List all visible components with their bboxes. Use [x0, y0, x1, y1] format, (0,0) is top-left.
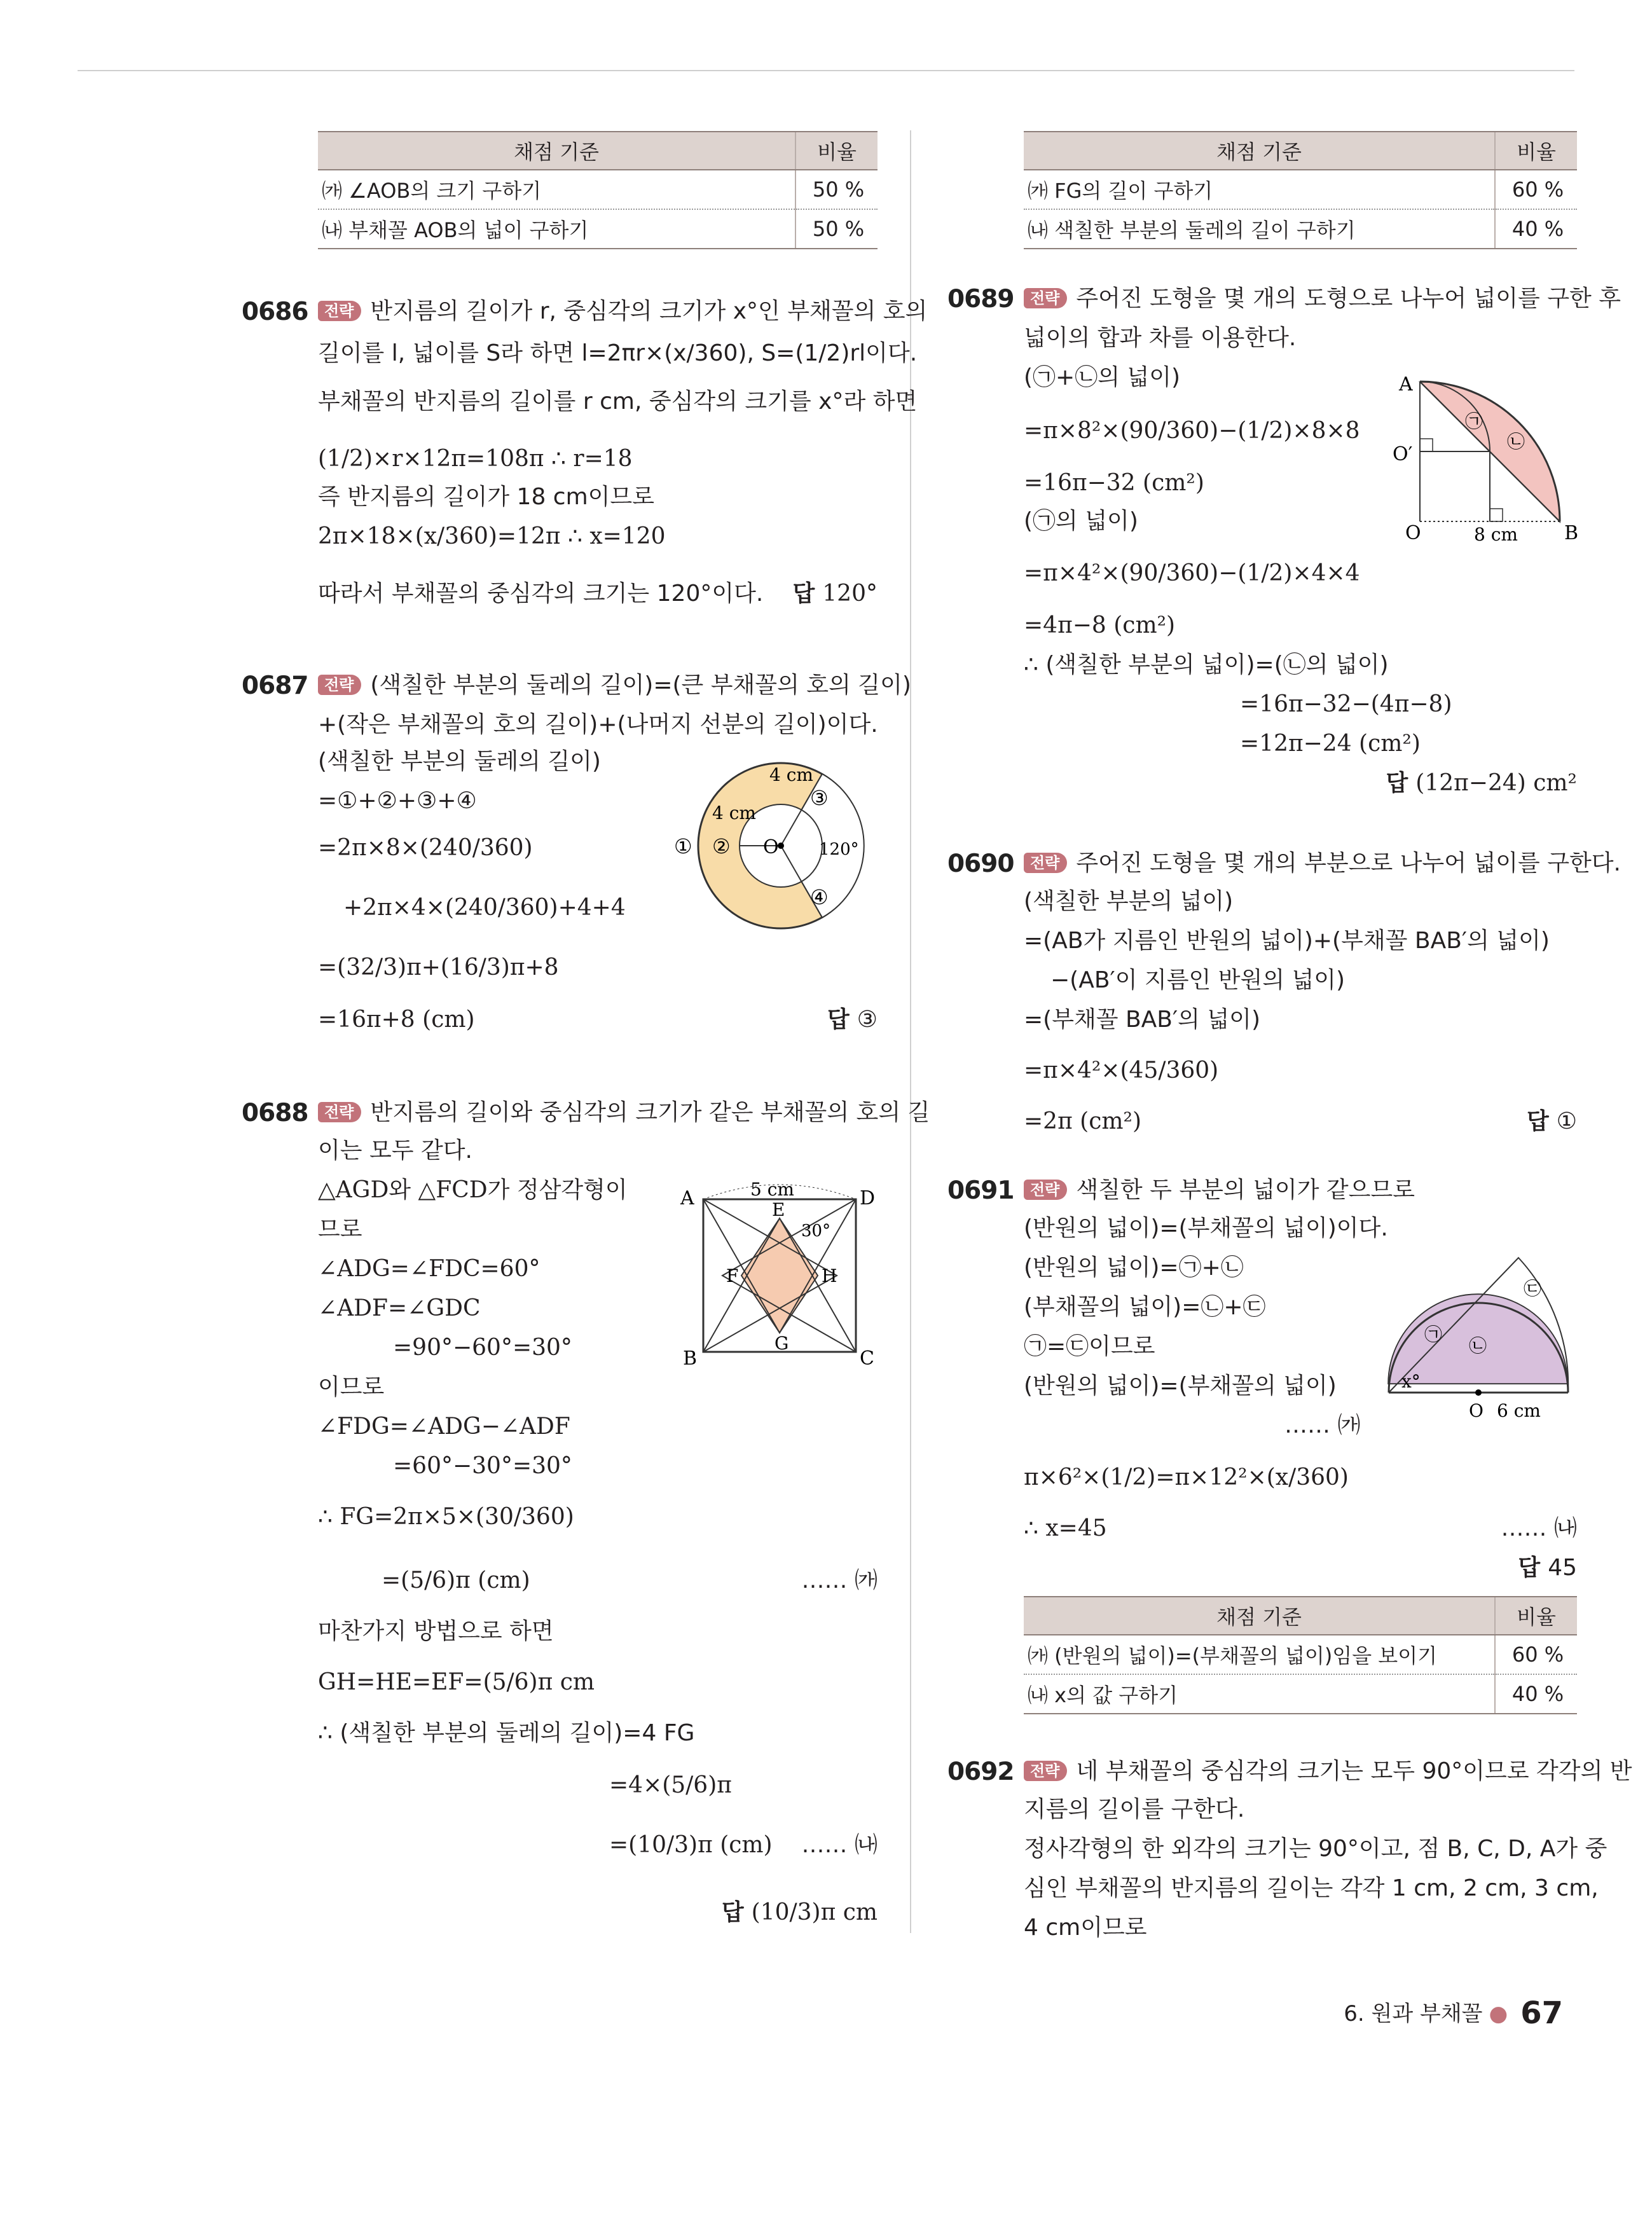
problem-line: 넓이의 합과 차를 이용한다.: [1024, 325, 1297, 351]
label-region-1: ㉠: [1465, 411, 1483, 432]
label-2: ②: [712, 834, 731, 858]
problem-line: ∴ (색칠한 부분의 둘레의 길이)=4 FG: [318, 1720, 695, 1746]
problem-line: 심인 부채꼴의 반지름의 길이는 각각 1 cm, 2 cm, 3 cm,: [1024, 1875, 1599, 1901]
problem-line: 이는 모두 같다.: [318, 1138, 472, 1164]
strategy-badge: 전략: [318, 675, 361, 695]
problem-line: =12π−24 (cm²): [1240, 731, 1421, 757]
problem-line: ∠ADF=∠GDC: [318, 1295, 481, 1321]
problem-number: 0691: [947, 1176, 1014, 1205]
problem-line: 전략 주어진 도형을 몇 개의 도형으로 나누어 넓이를 구한 후: [1024, 285, 1621, 313]
problem-line: ∴ (색칠한 부분의 넓이)=(㉡의 넓이): [1024, 652, 1389, 678]
table-cell: 50 %: [795, 209, 878, 249]
label-G: G: [774, 1333, 789, 1354]
score-mark: …… ㈎: [1284, 1412, 1361, 1438]
table-header: 채점 기준: [1024, 1597, 1495, 1635]
score-mark: …… ㈏: [1501, 1515, 1577, 1541]
table-cell: ㈎ FG의 길이 구하기: [1024, 170, 1495, 209]
problem-line: =(AB가 지름인 반원의 넓이)+(부채꼴 BAB′의 넓이): [1024, 928, 1550, 954]
answer: 답 (10/3)π cm: [721, 1899, 878, 1925]
problem-line: =(부채꼴 BAB′의 넓이): [1024, 1007, 1260, 1033]
label-E: E: [772, 1199, 785, 1220]
problem-line: 따라서 부채꼴의 중심각의 크기는 120°이다.: [318, 581, 764, 607]
answer: 답 ①: [1526, 1108, 1577, 1134]
table-cell: ㈎ ∠AOB의 크기 구하기: [318, 170, 795, 209]
label-length: 4 cm: [712, 802, 756, 823]
label-O: O: [1469, 1400, 1483, 1421]
label-length: 6 cm: [1497, 1400, 1541, 1421]
answer: 답 45: [1518, 1555, 1577, 1581]
problem-line: 부채꼴의 반지름의 길이를 r cm, 중심각의 크기를 x°라 하면: [318, 389, 918, 415]
label-O: O: [763, 836, 779, 858]
table-header: 비율: [795, 132, 878, 170]
table-header: 채점 기준: [318, 132, 795, 170]
label-angle: 120°: [819, 840, 859, 859]
right-angle-mark: [1490, 509, 1503, 521]
strategy-badge: 전략: [1024, 1180, 1067, 1200]
problem-line: ∴ FG=2π×5×(30/360): [318, 1504, 574, 1530]
problem-line: =①+②+③+④: [318, 788, 477, 814]
problem-line: 전략 색칠한 두 부분의 넓이가 같으므로: [1024, 1176, 1415, 1204]
problem-line: =π×4²×(90/360)−(1/2)×4×4: [1024, 560, 1360, 586]
problem-line: 2π×18×(x/360)=12π ∴ x=120: [318, 523, 666, 549]
problem-line: =π×4²×(45/360): [1024, 1057, 1219, 1084]
scoring-table-1: [318, 131, 878, 249]
label-C: C: [860, 1347, 874, 1370]
table-header: 비율: [1495, 1597, 1577, 1635]
label-B: B: [683, 1347, 698, 1370]
label-angle: x°: [1401, 1371, 1421, 1392]
table-cell: ㈏ 부채꼴 AOB의 넓이 구하기: [318, 209, 795, 249]
label-length: 5 cm: [750, 1179, 794, 1200]
label-length: 8 cm: [1474, 524, 1518, 545]
problem-line: 이므로: [318, 1374, 385, 1400]
footer-dot: ●: [1489, 2001, 1508, 2027]
problem-number: 0688: [242, 1099, 308, 1127]
problem-line: (색칠한 부분의 넓이): [1024, 888, 1234, 914]
label-region-2: ㉡: [1507, 431, 1525, 452]
problem-line: 마찬가지 방법으로 하면: [318, 1618, 554, 1644]
problem-line: 즉 반지름의 길이가 18 cm이므로: [318, 484, 654, 510]
answer: 답 ③: [827, 1007, 878, 1033]
problem-line: =2π×8×(240/360): [318, 835, 533, 861]
table-cell: ㈎ (반원의 넓이)=(부채꼴의 넓이)임을 보이기: [1024, 1635, 1495, 1674]
problem-line: 므로: [318, 1216, 362, 1242]
problem-line: ∠FDG=∠ADG−∠ADF: [318, 1414, 570, 1440]
figure-0689: [1393, 369, 1583, 572]
problem-line: =16π−32−(4π−8): [1240, 691, 1452, 717]
strategy-badge: 전략: [318, 1102, 361, 1122]
label-3: ③: [810, 786, 829, 810]
table-header: 비율: [1495, 132, 1577, 170]
label-4: ④: [810, 885, 829, 909]
table-header: 채점 기준: [1024, 132, 1495, 170]
problem-line: +(작은 부채꼴의 호의 길이)+(나머지 선분의 길이)이다.: [318, 712, 878, 738]
score-mark: …… ㈏: [801, 1832, 878, 1858]
problem-line: 길이를 l, 넓이를 S라 하면 l=2πr×(x/360), S=(1/2)rl이다.: [318, 340, 918, 366]
label-O: O: [1405, 522, 1421, 544]
problem-number: 0692: [947, 1758, 1014, 1786]
chapter-title: 6. 원과 부채꼴: [1344, 2001, 1483, 2027]
figure-0691: [1380, 1246, 1577, 1437]
table-cell: ㈏ x의 값 구하기: [1024, 1674, 1495, 1714]
label-A: A: [1399, 373, 1413, 396]
label-region-2: ㉡: [1469, 1335, 1487, 1356]
problem-line: (㉠의 넓이): [1024, 508, 1138, 534]
figure-0687: [674, 750, 878, 941]
problem-line: 4 cm이므로: [1024, 1915, 1147, 1941]
problem-line: 전략 주어진 도형을 몇 개의 부분으로 나누어 넓이를 구한다.: [1024, 850, 1621, 878]
strategy-badge: 전략: [1024, 1761, 1067, 1781]
center-dot: [1475, 1389, 1482, 1396]
problem-number: 0690: [947, 850, 1014, 878]
page-number: 67: [1520, 1995, 1563, 2031]
label-D: D: [860, 1187, 876, 1209]
problem-line: (㉠+㉡의 넓이): [1024, 364, 1181, 390]
score-mark: …… ㈎: [801, 1567, 878, 1593]
right-angle-mark: [1420, 439, 1433, 451]
label-A: A: [680, 1187, 694, 1209]
figure-0688: [680, 1176, 876, 1370]
problem-line: 전략 반지름의 길이가 r, 중심각의 크기가 x°인 부채꼴의 호의: [318, 298, 927, 326]
label-length: 4 cm: [769, 764, 813, 785]
label-region-3: ㉢: [1524, 1278, 1542, 1299]
problem-line: =(10/3)π (cm): [609, 1832, 773, 1858]
problem-number: 0687: [242, 671, 308, 700]
label-H: H: [822, 1265, 837, 1286]
label-angle: 30°: [801, 1222, 831, 1241]
problem-line: (색칠한 부분의 둘레의 길이): [318, 748, 601, 774]
problem-line: ∠ADG=∠FDC=60°: [318, 1256, 540, 1282]
problem-line: ∴ x=45: [1024, 1515, 1107, 1541]
label-B: B: [1564, 522, 1579, 544]
answer: 답 120°: [792, 581, 878, 607]
table-cell: 40 %: [1495, 1674, 1577, 1714]
problem-number: 0686: [242, 298, 308, 326]
problem-line: =16π−32 (cm²): [1024, 470, 1204, 496]
problem-line: (반원의 넓이)=㉠+㉡: [1024, 1255, 1244, 1281]
strategy-badge: 전략: [1024, 288, 1067, 308]
problem-line: 전략 (색칠한 부분의 둘레의 길이)=(큰 부채꼴의 호의 길이): [318, 671, 911, 699]
problem-line: +2π×4×(240/360)+4+4: [343, 895, 626, 921]
problem-line: ㉠=㉢이므로: [1024, 1333, 1155, 1359]
problem-line: 전략 반지름의 길이와 중심각의 크기가 같은 부채꼴의 호의 길: [318, 1099, 930, 1127]
problem-line: =2π (cm²): [1024, 1108, 1141, 1134]
table-cell: 40 %: [1495, 209, 1577, 249]
problem-line: (반원의 넓이)=(부채꼴의 넓이): [1024, 1373, 1337, 1399]
label-1: ①: [674, 834, 692, 858]
problem-line: (반원의 넓이)=(부채꼴의 넓이)이다.: [1024, 1215, 1388, 1241]
problem-line: (1/2)×r×12π=108π ∴ r=18: [318, 446, 633, 472]
table-cell: 50 %: [795, 170, 878, 209]
problem-line: 전략 네 부채꼴의 중심각의 크기는 모두 90°이므로 각각의 반: [1024, 1758, 1632, 1786]
page-footer: [1344, 1995, 1563, 2031]
problem-line: =π×8²×(90/360)−(1/2)×8×8: [1024, 418, 1360, 444]
label-F: F: [726, 1265, 739, 1286]
top-rule: [78, 70, 1574, 71]
problem-line: −(AB′이 지름인 반원의 넓이): [1050, 967, 1346, 993]
problem-line: GH=HE=EF=(5/6)π cm: [318, 1669, 595, 1695]
problem-line: 지름의 길이를 구한다.: [1024, 1796, 1245, 1822]
problem-line: =60°−30°=30°: [393, 1453, 572, 1479]
problem-line: (부채꼴의 넓이)=㉡+㉢: [1024, 1294, 1266, 1320]
label-region-1: ㉠: [1424, 1324, 1443, 1345]
label-O-prime: O′: [1393, 443, 1413, 465]
problem-number: 0689: [947, 285, 1014, 313]
problem-line: =(32/3)π+(16/3)π+8: [318, 954, 559, 981]
table-cell: 60 %: [1495, 170, 1577, 209]
scoring-table-3: [1024, 1596, 1577, 1714]
problem-line: =(5/6)π (cm): [382, 1567, 530, 1593]
problem-line: =4×(5/6)π: [609, 1772, 732, 1798]
table-cell: 60 %: [1495, 1635, 1577, 1674]
strategy-badge: 전략: [1024, 853, 1067, 873]
strategy-badge: 전략: [318, 301, 361, 321]
problem-line: =4π−8 (cm²): [1024, 612, 1176, 638]
table-cell: ㈏ 색칠한 부분의 둘레의 길이 구하기: [1024, 209, 1495, 249]
problem-line: =16π+8 (cm): [318, 1007, 475, 1033]
problem-line: π×6²×(1/2)=π×12²×(x/360): [1024, 1464, 1349, 1490]
problem-line: =90°−60°=30°: [393, 1335, 572, 1361]
scoring-table-2: [1024, 131, 1577, 249]
problem-line: △AGD와 △FCD가 정삼각형이: [318, 1177, 628, 1203]
problem-line: 정사각형의 한 외각의 크기는 90°이고, 점 B, C, D, A가 중: [1024, 1836, 1607, 1862]
answer: 답 (12π−24) cm²: [1386, 770, 1577, 796]
